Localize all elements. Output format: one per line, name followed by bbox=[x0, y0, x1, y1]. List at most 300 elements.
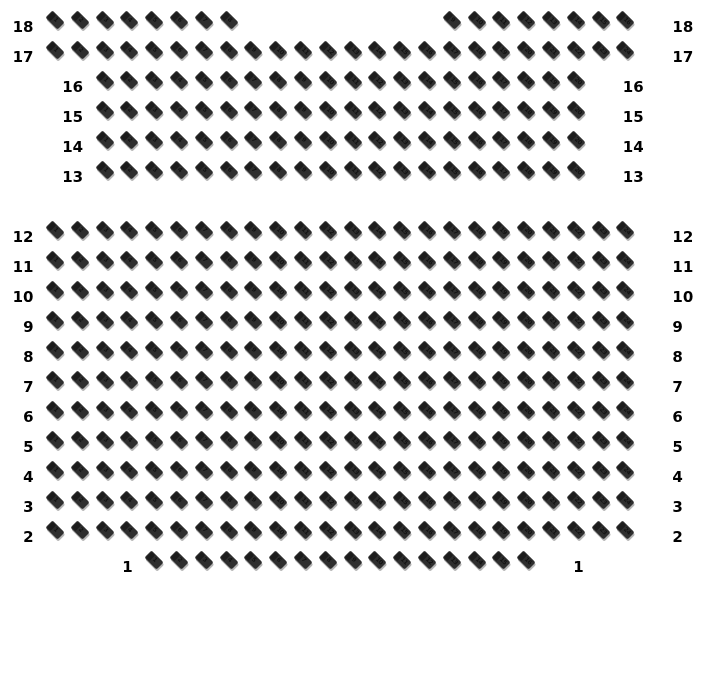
seat-row-4-num-23[interactable] bbox=[591, 460, 610, 479]
seat-row-13-num-15[interactable] bbox=[442, 160, 461, 179]
seat-row-12-num-8[interactable] bbox=[219, 220, 238, 239]
seat-row-10-num-11[interactable] bbox=[293, 280, 312, 299]
seat-row-3-num-12[interactable] bbox=[318, 490, 337, 509]
seat-row-4-num-8[interactable] bbox=[219, 460, 238, 479]
seat-row-2-num-10[interactable] bbox=[269, 520, 288, 539]
seat-row-6-num-6[interactable] bbox=[169, 400, 188, 419]
seat-row-7-num-14[interactable] bbox=[368, 370, 387, 389]
seat-row-7-num-11[interactable] bbox=[293, 370, 312, 389]
seat-row-4-num-11[interactable] bbox=[293, 460, 312, 479]
seat-row-13-num-3[interactable] bbox=[145, 160, 164, 179]
seat-row-12-num-20[interactable] bbox=[517, 220, 536, 239]
seat-row-18-num-5[interactable] bbox=[145, 10, 164, 29]
seat-row-3-num-8[interactable] bbox=[219, 490, 238, 509]
seat-row-1-num-13[interactable] bbox=[442, 550, 461, 569]
seat-row-16-num-14[interactable] bbox=[417, 70, 436, 89]
seat-row-4-num-20[interactable] bbox=[517, 460, 536, 479]
seat-row-7-num-19[interactable] bbox=[492, 370, 511, 389]
seat-row-12-num-17[interactable] bbox=[442, 220, 461, 239]
seat-row-7-num-6[interactable] bbox=[169, 370, 188, 389]
seat-row-5-num-13[interactable] bbox=[343, 430, 362, 449]
seat-row-16-num-5[interactable] bbox=[194, 70, 213, 89]
seat-row-10-num-15[interactable] bbox=[393, 280, 412, 299]
seat-row-13-num-19[interactable] bbox=[541, 160, 560, 179]
seat-row-12-num-10[interactable] bbox=[269, 220, 288, 239]
seat-row-7-num-4[interactable] bbox=[120, 370, 139, 389]
seat-row-5-num-9[interactable] bbox=[244, 430, 263, 449]
seat-row-8-num-13[interactable] bbox=[343, 340, 362, 359]
seat-row-7-num-17[interactable] bbox=[442, 370, 461, 389]
seat-row-12-num-19[interactable] bbox=[492, 220, 511, 239]
seat-row-13-num-12[interactable] bbox=[368, 160, 387, 179]
seat-row-14-num-19[interactable] bbox=[541, 130, 560, 149]
seat-row-11-num-12[interactable] bbox=[318, 250, 337, 269]
seat-row-18-num-6[interactable] bbox=[169, 10, 188, 29]
seat-row-8-num-6[interactable] bbox=[169, 340, 188, 359]
seat-row-7-num-9[interactable] bbox=[244, 370, 263, 389]
seat-row-15-num-15[interactable] bbox=[442, 100, 461, 119]
seat-row-10-num-12[interactable] bbox=[318, 280, 337, 299]
seat-row-14-num-11[interactable] bbox=[343, 130, 362, 149]
seat-row-4-num-4[interactable] bbox=[120, 460, 139, 479]
seat-row-9-num-22[interactable] bbox=[566, 310, 585, 329]
seat-row-7-num-22[interactable] bbox=[566, 370, 585, 389]
seat-row-10-num-3[interactable] bbox=[95, 280, 114, 299]
seat-row-2-num-18[interactable] bbox=[467, 520, 486, 539]
seat-row-4-num-16[interactable] bbox=[417, 460, 436, 479]
seat-row-15-num-16[interactable] bbox=[467, 100, 486, 119]
seat-row-6-num-8[interactable] bbox=[219, 400, 238, 419]
seat-row-17-num-10[interactable] bbox=[269, 40, 288, 59]
seat-row-5-num-1[interactable] bbox=[45, 430, 64, 449]
seat-row-9-num-12[interactable] bbox=[318, 310, 337, 329]
seat-row-3-num-21[interactable] bbox=[541, 490, 560, 509]
seat-row-10-num-14[interactable] bbox=[368, 280, 387, 299]
seat-row-11-num-5[interactable] bbox=[145, 250, 164, 269]
seat-row-1-num-15[interactable] bbox=[492, 550, 511, 569]
seat-row-17-num-7[interactable] bbox=[194, 40, 213, 59]
seat-row-10-num-19[interactable] bbox=[492, 280, 511, 299]
seat-row-10-num-1[interactable] bbox=[45, 280, 64, 299]
seat-row-6-num-21[interactable] bbox=[541, 400, 560, 419]
seat-row-11-num-24[interactable] bbox=[616, 250, 635, 269]
seat-row-9-num-20[interactable] bbox=[517, 310, 536, 329]
seat-row-17-num-16[interactable] bbox=[417, 40, 436, 59]
seat-row-1-num-6[interactable] bbox=[269, 550, 288, 569]
seat-row-2-num-6[interactable] bbox=[169, 520, 188, 539]
seat-row-6-num-10[interactable] bbox=[269, 400, 288, 419]
seat-row-3-num-11[interactable] bbox=[293, 490, 312, 509]
seat-row-10-num-7[interactable] bbox=[194, 280, 213, 299]
seat-row-11-num-10[interactable] bbox=[269, 250, 288, 269]
seat-row-12-num-23[interactable] bbox=[591, 220, 610, 239]
seat-row-8-num-20[interactable] bbox=[517, 340, 536, 359]
seat-row-17-num-23[interactable] bbox=[591, 40, 610, 59]
seat-row-11-num-20[interactable] bbox=[517, 250, 536, 269]
seat-row-13-num-8[interactable] bbox=[269, 160, 288, 179]
seat-row-18-num-8[interactable] bbox=[219, 10, 238, 29]
seat-row-5-num-10[interactable] bbox=[269, 430, 288, 449]
seat-row-3-num-19[interactable] bbox=[492, 490, 511, 509]
seat-row-5-num-22[interactable] bbox=[566, 430, 585, 449]
seat-row-11-num-17[interactable] bbox=[442, 250, 461, 269]
seat-row-4-num-13[interactable] bbox=[343, 460, 362, 479]
seat-row-2-num-5[interactable] bbox=[145, 520, 164, 539]
seat-row-3-num-4[interactable] bbox=[120, 490, 139, 509]
seat-row-6-num-9[interactable] bbox=[244, 400, 263, 419]
seat-row-5-num-18[interactable] bbox=[467, 430, 486, 449]
seat-row-9-num-19[interactable] bbox=[492, 310, 511, 329]
seat-row-1-num-4[interactable] bbox=[219, 550, 238, 569]
seat-row-2-num-11[interactable] bbox=[293, 520, 312, 539]
seat-row-7-num-2[interactable] bbox=[70, 370, 89, 389]
seat-row-7-num-1[interactable] bbox=[45, 370, 64, 389]
seat-row-12-num-13[interactable] bbox=[343, 220, 362, 239]
seat-row-7-num-3[interactable] bbox=[95, 370, 114, 389]
seat-row-14-num-12[interactable] bbox=[368, 130, 387, 149]
seat-row-5-num-11[interactable] bbox=[293, 430, 312, 449]
seat-row-5-num-3[interactable] bbox=[95, 430, 114, 449]
seat-row-18-num-1[interactable] bbox=[45, 10, 64, 29]
seat-row-10-num-4[interactable] bbox=[120, 280, 139, 299]
seat-row-4-num-12[interactable] bbox=[318, 460, 337, 479]
seat-row-6-num-4[interactable] bbox=[120, 400, 139, 419]
seat-row-3-num-5[interactable] bbox=[145, 490, 164, 509]
seat-row-13-num-5[interactable] bbox=[194, 160, 213, 179]
seat-row-17-num-11[interactable] bbox=[293, 40, 312, 59]
seat-row-17-num-17[interactable] bbox=[442, 40, 461, 59]
seat-row-13-num-7[interactable] bbox=[244, 160, 263, 179]
seat-row-12-num-16[interactable] bbox=[417, 220, 436, 239]
seat-row-11-num-22[interactable] bbox=[566, 250, 585, 269]
seat-row-12-num-6[interactable] bbox=[169, 220, 188, 239]
seat-row-6-num-13[interactable] bbox=[343, 400, 362, 419]
seat-row-13-num-4[interactable] bbox=[169, 160, 188, 179]
seat-row-4-num-19[interactable] bbox=[492, 460, 511, 479]
seat-row-4-num-2[interactable] bbox=[70, 460, 89, 479]
seat-row-2-num-4[interactable] bbox=[120, 520, 139, 539]
seat-row-16-num-8[interactable] bbox=[269, 70, 288, 89]
seat-row-18-num-13[interactable] bbox=[541, 10, 560, 29]
seat-row-17-num-15[interactable] bbox=[393, 40, 412, 59]
seat-row-10-num-22[interactable] bbox=[566, 280, 585, 299]
seat-row-5-num-17[interactable] bbox=[442, 430, 461, 449]
seat-row-14-num-8[interactable] bbox=[269, 130, 288, 149]
seat-row-4-num-18[interactable] bbox=[467, 460, 486, 479]
seat-row-13-num-16[interactable] bbox=[467, 160, 486, 179]
seat-row-16-num-16[interactable] bbox=[467, 70, 486, 89]
seat-row-13-num-20[interactable] bbox=[566, 160, 585, 179]
seat-row-15-num-18[interactable] bbox=[517, 100, 536, 119]
seat-row-3-num-10[interactable] bbox=[269, 490, 288, 509]
seat-row-2-num-3[interactable] bbox=[95, 520, 114, 539]
seat-row-8-num-14[interactable] bbox=[368, 340, 387, 359]
seat-row-17-num-18[interactable] bbox=[467, 40, 486, 59]
seat-row-6-num-19[interactable] bbox=[492, 400, 511, 419]
seat-row-3-num-22[interactable] bbox=[566, 490, 585, 509]
seat-row-16-num-6[interactable] bbox=[219, 70, 238, 89]
seat-row-11-num-11[interactable] bbox=[293, 250, 312, 269]
seat-row-4-num-21[interactable] bbox=[541, 460, 560, 479]
seat-row-8-num-9[interactable] bbox=[244, 340, 263, 359]
seat-row-5-num-21[interactable] bbox=[541, 430, 560, 449]
seat-row-15-num-1[interactable] bbox=[95, 100, 114, 119]
seat-row-11-num-15[interactable] bbox=[393, 250, 412, 269]
seat-row-10-num-9[interactable] bbox=[244, 280, 263, 299]
seat-row-10-num-8[interactable] bbox=[219, 280, 238, 299]
seat-row-8-num-2[interactable] bbox=[70, 340, 89, 359]
seat-row-16-num-1[interactable] bbox=[95, 70, 114, 89]
seat-row-10-num-24[interactable] bbox=[616, 280, 635, 299]
seat-row-16-num-9[interactable] bbox=[293, 70, 312, 89]
seat-row-3-num-24[interactable] bbox=[616, 490, 635, 509]
seat-row-18-num-12[interactable] bbox=[517, 10, 536, 29]
seat-row-11-num-2[interactable] bbox=[70, 250, 89, 269]
seat-row-15-num-14[interactable] bbox=[417, 100, 436, 119]
seat-row-3-num-15[interactable] bbox=[393, 490, 412, 509]
seat-row-1-num-2[interactable] bbox=[169, 550, 188, 569]
seat-row-2-num-13[interactable] bbox=[343, 520, 362, 539]
seat-row-11-num-14[interactable] bbox=[368, 250, 387, 269]
seat-row-12-num-11[interactable] bbox=[293, 220, 312, 239]
seat-row-9-num-9[interactable] bbox=[244, 310, 263, 329]
seat-row-18-num-7[interactable] bbox=[194, 10, 213, 29]
seat-row-2-num-24[interactable] bbox=[616, 520, 635, 539]
seat-row-17-num-19[interactable] bbox=[492, 40, 511, 59]
seat-row-10-num-2[interactable] bbox=[70, 280, 89, 299]
seat-row-3-num-23[interactable] bbox=[591, 490, 610, 509]
seat-row-5-num-12[interactable] bbox=[318, 430, 337, 449]
seat-row-6-num-7[interactable] bbox=[194, 400, 213, 419]
seat-row-5-num-23[interactable] bbox=[591, 430, 610, 449]
seat-row-7-num-8[interactable] bbox=[219, 370, 238, 389]
seat-row-12-num-14[interactable] bbox=[368, 220, 387, 239]
seat-row-16-num-17[interactable] bbox=[492, 70, 511, 89]
seat-row-11-num-9[interactable] bbox=[244, 250, 263, 269]
seat-row-4-num-14[interactable] bbox=[368, 460, 387, 479]
seat-row-8-num-3[interactable] bbox=[95, 340, 114, 359]
seat-row-2-num-2[interactable] bbox=[70, 520, 89, 539]
seat-row-4-num-5[interactable] bbox=[145, 460, 164, 479]
seat-row-8-num-8[interactable] bbox=[219, 340, 238, 359]
seat-row-13-num-13[interactable] bbox=[393, 160, 412, 179]
seat-row-15-num-20[interactable] bbox=[566, 100, 585, 119]
seat-row-17-num-1[interactable] bbox=[45, 40, 64, 59]
seat-row-18-num-14[interactable] bbox=[566, 10, 585, 29]
seat-row-12-num-21[interactable] bbox=[541, 220, 560, 239]
seat-row-3-num-18[interactable] bbox=[467, 490, 486, 509]
seat-row-17-num-2[interactable] bbox=[70, 40, 89, 59]
seat-row-17-num-20[interactable] bbox=[517, 40, 536, 59]
seat-row-5-num-15[interactable] bbox=[393, 430, 412, 449]
seat-row-14-num-7[interactable] bbox=[244, 130, 263, 149]
seat-row-1-num-1[interactable] bbox=[145, 550, 164, 569]
seat-row-12-num-24[interactable] bbox=[616, 220, 635, 239]
seat-row-9-num-13[interactable] bbox=[343, 310, 362, 329]
seat-row-9-num-7[interactable] bbox=[194, 310, 213, 329]
seat-row-5-num-8[interactable] bbox=[219, 430, 238, 449]
seat-row-5-num-4[interactable] bbox=[120, 430, 139, 449]
seat-row-3-num-3[interactable] bbox=[95, 490, 114, 509]
seat-row-6-num-23[interactable] bbox=[591, 400, 610, 419]
seat-row-18-num-4[interactable] bbox=[120, 10, 139, 29]
seat-row-9-num-11[interactable] bbox=[293, 310, 312, 329]
seat-row-11-num-4[interactable] bbox=[120, 250, 139, 269]
seat-row-9-num-14[interactable] bbox=[368, 310, 387, 329]
seat-row-6-num-1[interactable] bbox=[45, 400, 64, 419]
seat-row-7-num-21[interactable] bbox=[541, 370, 560, 389]
seat-row-11-num-18[interactable] bbox=[467, 250, 486, 269]
seat-row-17-num-3[interactable] bbox=[95, 40, 114, 59]
seat-row-14-num-6[interactable] bbox=[219, 130, 238, 149]
seat-row-4-num-10[interactable] bbox=[269, 460, 288, 479]
seat-row-13-num-9[interactable] bbox=[293, 160, 312, 179]
seat-row-9-num-2[interactable] bbox=[70, 310, 89, 329]
seat-row-17-num-24[interactable] bbox=[616, 40, 635, 59]
seat-row-6-num-12[interactable] bbox=[318, 400, 337, 419]
seat-row-3-num-14[interactable] bbox=[368, 490, 387, 509]
seat-row-5-num-2[interactable] bbox=[70, 430, 89, 449]
seat-row-1-num-3[interactable] bbox=[194, 550, 213, 569]
seat-row-14-num-10[interactable] bbox=[318, 130, 337, 149]
seat-row-12-num-12[interactable] bbox=[318, 220, 337, 239]
seat-row-2-num-9[interactable] bbox=[244, 520, 263, 539]
seat-row-6-num-17[interactable] bbox=[442, 400, 461, 419]
seat-row-16-num-13[interactable] bbox=[393, 70, 412, 89]
seat-row-17-num-14[interactable] bbox=[368, 40, 387, 59]
seat-row-1-num-12[interactable] bbox=[417, 550, 436, 569]
seat-row-2-num-23[interactable] bbox=[591, 520, 610, 539]
seat-row-12-num-3[interactable] bbox=[95, 220, 114, 239]
seat-row-4-num-7[interactable] bbox=[194, 460, 213, 479]
seat-row-10-num-20[interactable] bbox=[517, 280, 536, 299]
seat-row-14-num-16[interactable] bbox=[467, 130, 486, 149]
seat-row-13-num-11[interactable] bbox=[343, 160, 362, 179]
seat-row-16-num-12[interactable] bbox=[368, 70, 387, 89]
seat-row-2-num-1[interactable] bbox=[45, 520, 64, 539]
seat-row-12-num-1[interactable] bbox=[45, 220, 64, 239]
seat-row-2-num-17[interactable] bbox=[442, 520, 461, 539]
seat-row-8-num-19[interactable] bbox=[492, 340, 511, 359]
seat-row-7-num-23[interactable] bbox=[591, 370, 610, 389]
seat-row-6-num-22[interactable] bbox=[566, 400, 585, 419]
seat-row-3-num-9[interactable] bbox=[244, 490, 263, 509]
seat-row-16-num-15[interactable] bbox=[442, 70, 461, 89]
seat-row-4-num-17[interactable] bbox=[442, 460, 461, 479]
seat-row-3-num-20[interactable] bbox=[517, 490, 536, 509]
seat-row-16-num-7[interactable] bbox=[244, 70, 263, 89]
seat-row-11-num-13[interactable] bbox=[343, 250, 362, 269]
seat-row-1-num-14[interactable] bbox=[467, 550, 486, 569]
seat-row-11-num-19[interactable] bbox=[492, 250, 511, 269]
seat-row-16-num-18[interactable] bbox=[517, 70, 536, 89]
seat-row-14-num-13[interactable] bbox=[393, 130, 412, 149]
seat-row-17-num-12[interactable] bbox=[318, 40, 337, 59]
seat-row-6-num-2[interactable] bbox=[70, 400, 89, 419]
seat-row-2-num-8[interactable] bbox=[219, 520, 238, 539]
seat-row-15-num-6[interactable] bbox=[219, 100, 238, 119]
seat-row-8-num-4[interactable] bbox=[120, 340, 139, 359]
seat-row-2-num-16[interactable] bbox=[417, 520, 436, 539]
seat-row-17-num-22[interactable] bbox=[566, 40, 585, 59]
seat-row-16-num-11[interactable] bbox=[343, 70, 362, 89]
seat-row-4-num-1[interactable] bbox=[45, 460, 64, 479]
seat-row-16-num-19[interactable] bbox=[541, 70, 560, 89]
seat-row-12-num-4[interactable] bbox=[120, 220, 139, 239]
seat-row-11-num-8[interactable] bbox=[219, 250, 238, 269]
seat-row-4-num-6[interactable] bbox=[169, 460, 188, 479]
seat-row-2-num-15[interactable] bbox=[393, 520, 412, 539]
seat-row-16-num-2[interactable] bbox=[120, 70, 139, 89]
seat-row-13-num-17[interactable] bbox=[492, 160, 511, 179]
seat-row-17-num-4[interactable] bbox=[120, 40, 139, 59]
seat-row-3-num-17[interactable] bbox=[442, 490, 461, 509]
seat-row-8-num-24[interactable] bbox=[616, 340, 635, 359]
seat-row-2-num-7[interactable] bbox=[194, 520, 213, 539]
seat-row-18-num-15[interactable] bbox=[591, 10, 610, 29]
seat-row-1-num-9[interactable] bbox=[343, 550, 362, 569]
seat-row-5-num-5[interactable] bbox=[145, 430, 164, 449]
seat-row-5-num-6[interactable] bbox=[169, 430, 188, 449]
seat-row-6-num-18[interactable] bbox=[467, 400, 486, 419]
seat-row-10-num-18[interactable] bbox=[467, 280, 486, 299]
seat-row-11-num-21[interactable] bbox=[541, 250, 560, 269]
seat-row-14-num-18[interactable] bbox=[517, 130, 536, 149]
seat-row-12-num-5[interactable] bbox=[145, 220, 164, 239]
seat-row-9-num-15[interactable] bbox=[393, 310, 412, 329]
seat-row-9-num-8[interactable] bbox=[219, 310, 238, 329]
seat-row-15-num-9[interactable] bbox=[293, 100, 312, 119]
seat-row-5-num-16[interactable] bbox=[417, 430, 436, 449]
seat-row-14-num-20[interactable] bbox=[566, 130, 585, 149]
seat-row-15-num-4[interactable] bbox=[169, 100, 188, 119]
seat-row-3-num-2[interactable] bbox=[70, 490, 89, 509]
seat-row-3-num-1[interactable] bbox=[45, 490, 64, 509]
seat-row-11-num-7[interactable] bbox=[194, 250, 213, 269]
seat-row-15-num-3[interactable] bbox=[145, 100, 164, 119]
seat-row-11-num-23[interactable] bbox=[591, 250, 610, 269]
seat-row-2-num-22[interactable] bbox=[566, 520, 585, 539]
seat-row-1-num-10[interactable] bbox=[368, 550, 387, 569]
seat-row-8-num-10[interactable] bbox=[269, 340, 288, 359]
seat-row-7-num-5[interactable] bbox=[145, 370, 164, 389]
seat-row-15-num-2[interactable] bbox=[120, 100, 139, 119]
seat-row-14-num-1[interactable] bbox=[95, 130, 114, 149]
seat-row-10-num-16[interactable] bbox=[417, 280, 436, 299]
seat-row-2-num-14[interactable] bbox=[368, 520, 387, 539]
seat-row-18-num-16[interactable] bbox=[616, 10, 635, 29]
seat-row-6-num-5[interactable] bbox=[145, 400, 164, 419]
seat-row-12-num-22[interactable] bbox=[566, 220, 585, 239]
seat-row-14-num-5[interactable] bbox=[194, 130, 213, 149]
seat-row-11-num-16[interactable] bbox=[417, 250, 436, 269]
seat-row-15-num-13[interactable] bbox=[393, 100, 412, 119]
seat-row-3-num-16[interactable] bbox=[417, 490, 436, 509]
seat-row-8-num-1[interactable] bbox=[45, 340, 64, 359]
seat-row-15-num-12[interactable] bbox=[368, 100, 387, 119]
seat-row-7-num-16[interactable] bbox=[417, 370, 436, 389]
seat-row-17-num-13[interactable] bbox=[343, 40, 362, 59]
seat-row-16-num-3[interactable] bbox=[145, 70, 164, 89]
seat-row-4-num-22[interactable] bbox=[566, 460, 585, 479]
seat-row-7-num-7[interactable] bbox=[194, 370, 213, 389]
seat-row-4-num-15[interactable] bbox=[393, 460, 412, 479]
seat-row-2-num-19[interactable] bbox=[492, 520, 511, 539]
seat-row-17-num-5[interactable] bbox=[145, 40, 164, 59]
seat-row-15-num-17[interactable] bbox=[492, 100, 511, 119]
seat-row-3-num-6[interactable] bbox=[169, 490, 188, 509]
seat-row-15-num-19[interactable] bbox=[541, 100, 560, 119]
